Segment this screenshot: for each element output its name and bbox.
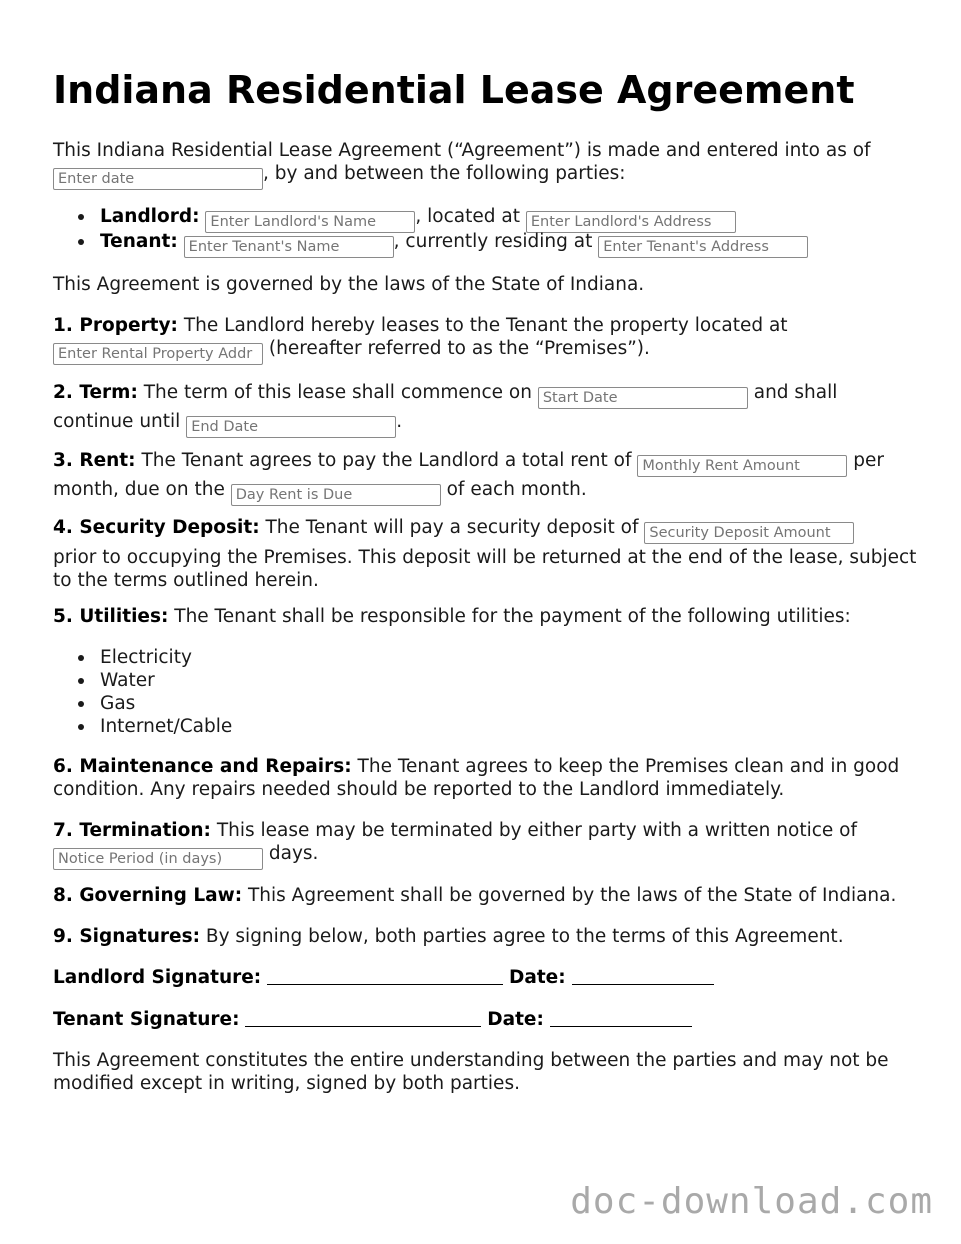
maintenance-heading: 6. Maintenance and Repairs: xyxy=(53,756,352,777)
section-rent xyxy=(53,448,923,506)
parties-list xyxy=(53,205,923,255)
section-governing-law xyxy=(53,884,923,907)
closing-statement: This Agreement constitutes the entire understanding between the parties and may not be modified except in writing, signed by both parties. xyxy=(53,1050,889,1094)
section-maintenance xyxy=(53,755,923,801)
signatures-text: By signing below, both parties agree to the terms of this Agreement. xyxy=(205,926,844,947)
governed-statement: This Agreement is governed by the laws of the State of Indiana. xyxy=(53,274,645,295)
landlord-party xyxy=(53,205,923,230)
maintenance-text: The Tenant agrees to keep the Premises clean and in good condition. Any repairs needed should be reported to the Landlord immediately. xyxy=(53,756,900,800)
tenant-signature-line[interactable] xyxy=(245,1009,481,1027)
deposit-heading: 4. Security Deposit: xyxy=(53,517,260,538)
intro-paragraph xyxy=(53,139,923,190)
tenant-residing-text: , currently residing at xyxy=(393,231,593,252)
governing-law-text: This Agreement shall be governed by the laws of the State of Indiana. xyxy=(247,885,897,906)
notice-period-field[interactable] xyxy=(53,848,263,870)
utilities-heading: 5. Utilities: xyxy=(53,606,169,627)
rent-text: The Tenant agrees to pay the Landlord a total rent of xyxy=(141,450,632,471)
signatures-heading: 9. Signatures: xyxy=(53,926,200,947)
term-text: The term of this lease shall commence on xyxy=(143,382,532,403)
rent-due-day-field[interactable] xyxy=(231,484,441,506)
property-text-after: (hereafter referred to as the “Premises”). xyxy=(268,338,650,359)
rent-heading: 3. Rent: xyxy=(53,450,136,471)
tenant-address-field[interactable] xyxy=(598,236,808,258)
tenant-date-line[interactable] xyxy=(550,1009,692,1027)
rental-property-address-field[interactable] xyxy=(53,343,263,365)
utilities-list xyxy=(53,646,923,738)
utility-item: Electricity xyxy=(53,646,923,669)
landlord-signature-label: Landlord Signature: xyxy=(53,967,262,988)
rent-text-middle: per month, due on the xyxy=(53,450,885,500)
rent-text-after: of each month. xyxy=(446,479,587,500)
section-termination xyxy=(53,819,923,870)
landlord-date-label: Date: xyxy=(508,967,566,988)
property-text: The Landlord hereby leases to the Tenant the property located at xyxy=(183,315,788,336)
deposit-text: The Tenant will pay a security deposit of xyxy=(265,517,639,538)
utility-item: Water xyxy=(53,669,923,692)
intro-text: This Indiana Residential Lease Agreement (“Agreement”) is made and entered into as of xyxy=(53,140,871,161)
term-text-after: . xyxy=(396,411,403,432)
termination-text: This lease may be terminated by either party with a written notice of xyxy=(216,820,857,841)
deposit-text-after: prior to occupying the Premises. This deposit will be returned at the end of the lease, subject to the terms outlined herein. xyxy=(53,547,917,591)
landlord-signature-row xyxy=(53,966,923,989)
term-text-middle: and shall continue until xyxy=(53,382,838,432)
tenant-label: Tenant: xyxy=(100,231,178,252)
governing-law-heading: 8. Governing Law: xyxy=(53,885,243,906)
section-signatures xyxy=(53,925,923,948)
start-date-field[interactable] xyxy=(538,387,748,409)
tenant-date-label: Date: xyxy=(487,1009,544,1030)
term-heading: 2. Term: xyxy=(53,382,138,403)
termination-heading: 7. Termination: xyxy=(53,820,211,841)
tenant-signature-label: Tenant Signature: xyxy=(53,1009,240,1030)
security-deposit-amount-field[interactable] xyxy=(644,522,854,544)
landlord-located-text: , located at xyxy=(415,206,520,227)
landlord-label: Landlord: xyxy=(100,206,200,227)
landlord-signature-line[interactable] xyxy=(267,967,503,985)
section-property xyxy=(53,314,923,365)
monthly-rent-amount-field[interactable] xyxy=(637,455,847,477)
agreement-date-field[interactable] xyxy=(53,168,263,190)
utility-item: Gas xyxy=(53,692,923,715)
watermark-text: doc-download.com xyxy=(570,1181,933,1222)
tenant-name-field[interactable] xyxy=(184,236,394,258)
termination-text-after: days. xyxy=(268,843,319,864)
utility-item: Internet/Cable xyxy=(53,715,923,738)
tenant-party xyxy=(53,230,923,255)
section-term xyxy=(53,380,923,438)
section-security-deposit xyxy=(53,516,923,592)
property-heading: 1. Property: xyxy=(53,315,178,336)
section-utilities xyxy=(53,605,923,628)
end-date-field[interactable] xyxy=(186,416,396,438)
document-title: Indiana Residential Lease Agreement xyxy=(53,68,855,112)
landlord-date-line[interactable] xyxy=(572,967,714,985)
utilities-text: The Tenant shall be responsible for the payment of the following utilities: xyxy=(174,606,851,627)
tenant-signature-row xyxy=(53,1008,923,1031)
intro-text-after: , by and between the following parties: xyxy=(263,163,626,184)
